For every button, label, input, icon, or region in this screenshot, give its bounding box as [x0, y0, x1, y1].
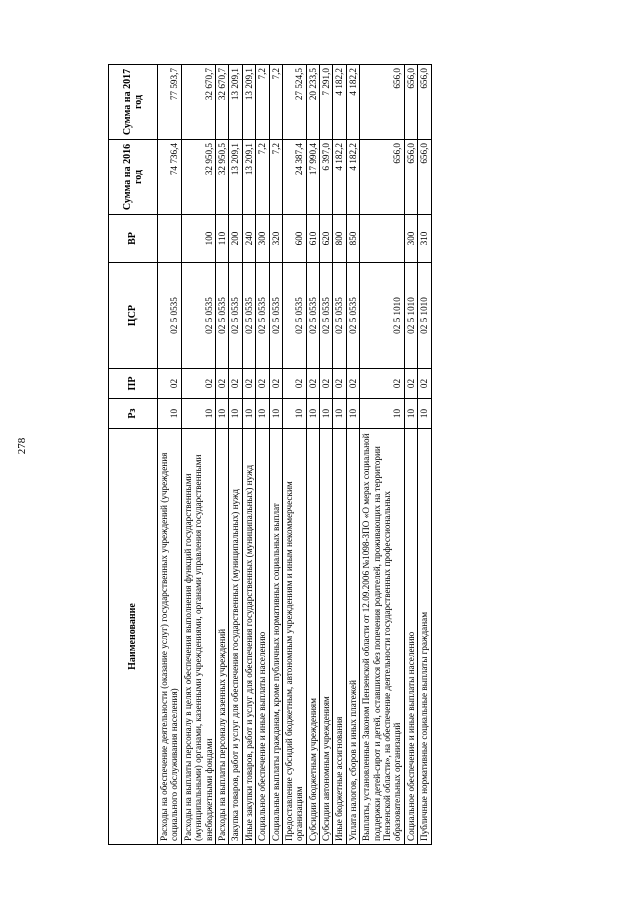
- cell-sum2017: 27 524,5: [282, 65, 306, 140]
- header-sum-2016: Сумма на 2016 год: [109, 140, 158, 215]
- cell-sum2016: 17 990,4: [306, 140, 319, 215]
- cell-csr: 02 5 0535: [242, 263, 255, 369]
- cell-pr: 02: [306, 369, 319, 399]
- cell-rz: 10: [360, 399, 405, 429]
- table-row: [418, 65, 431, 845]
- cell-sum2017: 4 182,2: [333, 65, 346, 140]
- page-number: 278: [16, 437, 28, 455]
- cell-sum2016: 4 182,2: [333, 140, 346, 215]
- cell-sum2016: 7,2: [269, 140, 282, 215]
- cell-sum2016: 656,0: [418, 140, 431, 215]
- table-row: [215, 65, 228, 845]
- cell-rz: 10: [242, 399, 255, 429]
- cell-vr: 620: [320, 215, 333, 263]
- cell-sum2017: 656,0: [404, 65, 417, 140]
- cell-rz: 10: [215, 399, 228, 429]
- cell-pr: 02: [229, 369, 242, 399]
- cell-pr: 02: [418, 369, 431, 399]
- cell-vr: 300: [256, 215, 269, 263]
- cell-rz: 10: [306, 399, 319, 429]
- cell-pr: 02: [333, 369, 346, 399]
- header-vr: ВР: [109, 215, 158, 263]
- cell-rz: 10: [158, 399, 182, 429]
- cell-pr: 02: [346, 369, 359, 399]
- cell-csr: 02 5 0535: [229, 263, 242, 369]
- cell-sum2017: 32 670,7: [181, 65, 215, 140]
- cell-name: Расходы на обеспечение деятельности (оказание услуг) государственных учреждений (учреждения социального обслуживания населения): [158, 429, 182, 845]
- cell-vr: 310: [418, 215, 431, 263]
- cell-pr: 02: [404, 369, 417, 399]
- cell-name: Выплаты, установленные Законом Пензенской области от 12.09.2006 №1098-ЗПО «О мерах социальной поддержки детей-сирот и детей, оставшихся без попечения родителей, проживающих на территории Пензенской области», на обеспечение деятельности государственных профессиональных образовательных организаций: [360, 429, 405, 845]
- cell-csr: 02 5 0535: [269, 263, 282, 369]
- cell-sum2017: 7 291,0: [320, 65, 333, 140]
- cell-name: Субсидии автономным учреждениям: [320, 429, 333, 845]
- cell-name: Социальные выплаты гражданам, кроме публичных нормативных социальных выплат: [269, 429, 282, 845]
- cell-name: Предоставление субсидий бюджетным, автономным учреждениям и иным некоммерческим организациям: [282, 429, 306, 845]
- cell-pr: 02: [215, 369, 228, 399]
- cell-pr: 02: [158, 369, 182, 399]
- table-row: [229, 65, 242, 845]
- cell-sum2017: 13 209,1: [242, 65, 255, 140]
- cell-name: Социальное обеспечение и иные выплаты населению: [404, 429, 417, 845]
- cell-pr: 02: [181, 369, 215, 399]
- cell-sum2017: 4 182,2: [346, 65, 359, 140]
- cell-rz: 10: [333, 399, 346, 429]
- cell-sum2017: 656,0: [418, 65, 431, 140]
- cell-vr: 300: [404, 215, 417, 263]
- cell-sum2016: 4 182,2: [346, 140, 359, 215]
- cell-vr: 320: [269, 215, 282, 263]
- table-row: [256, 65, 269, 845]
- cell-rz: 10: [282, 399, 306, 429]
- header-csr: ЦСР: [109, 263, 158, 369]
- table-row: [333, 65, 346, 845]
- cell-sum2017: 7,2: [269, 65, 282, 140]
- rotated-table-container: [108, 65, 560, 845]
- cell-sum2016: 32 950,5: [181, 140, 215, 215]
- cell-vr: 600: [282, 215, 306, 263]
- cell-name: Закупка товаров, работ и услуг для обеспечения государственных (муниципальных) нужд: [229, 429, 242, 845]
- header-pr: ПР: [109, 369, 158, 399]
- table-row: [404, 65, 417, 845]
- cell-name: Иные закупки товаров, работ и услуг для обеспечения государственных (муниципальных) нужд: [242, 429, 255, 845]
- cell-csr: 02 5 0535: [256, 263, 269, 369]
- cell-sum2016: 7,2: [256, 140, 269, 215]
- cell-pr: 02: [269, 369, 282, 399]
- cell-csr: 02 5 0535: [158, 263, 182, 369]
- cell-vr: 200: [229, 215, 242, 263]
- cell-name: Расходы на выплаты персоналу казенных учреждений: [215, 429, 228, 845]
- cell-sum2016: 6 397,0: [320, 140, 333, 215]
- cell-csr: 02 5 0535: [333, 263, 346, 369]
- budget-table: [108, 64, 432, 845]
- cell-rz: 10: [346, 399, 359, 429]
- cell-sum2017: 13 209,1: [229, 65, 242, 140]
- table-row: [242, 65, 255, 845]
- cell-sum2017: 77 593,7: [158, 65, 182, 140]
- cell-pr: 02: [256, 369, 269, 399]
- cell-name: Иные бюджетные ассигнования: [333, 429, 346, 845]
- cell-csr: 02 5 0535: [181, 263, 215, 369]
- table-row: [306, 65, 319, 845]
- cell-name: Социальное обеспечение и иные выплаты населению: [256, 429, 269, 845]
- cell-vr: 100: [181, 215, 215, 263]
- cell-rz: 10: [181, 399, 215, 429]
- cell-vr: 800: [333, 215, 346, 263]
- cell-sum2016: 74 736,4: [158, 140, 182, 215]
- cell-sum2017: 7,2: [256, 65, 269, 140]
- cell-name: Субсидии бюджетным учреждениям: [306, 429, 319, 845]
- cell-rz: 10: [404, 399, 417, 429]
- cell-vr: 610: [306, 215, 319, 263]
- table-row: [269, 65, 282, 845]
- cell-sum2017: 32 670,7: [215, 65, 228, 140]
- cell-csr: 02 5 0535: [215, 263, 228, 369]
- cell-sum2016: 656,0: [360, 140, 405, 215]
- cell-csr: 02 5 1010: [360, 263, 405, 369]
- cell-csr: 02 5 1010: [418, 263, 431, 369]
- table-row: [346, 65, 359, 845]
- table-row: [282, 65, 306, 845]
- cell-rz: 10: [320, 399, 333, 429]
- cell-sum2017: 656,0: [360, 65, 405, 140]
- cell-rz: 10: [256, 399, 269, 429]
- table-header-row: [109, 65, 158, 845]
- cell-pr: 02: [360, 369, 405, 399]
- cell-sum2016: 13 209,1: [229, 140, 242, 215]
- cell-vr: 240: [242, 215, 255, 263]
- cell-name: Расходы на выплаты персоналу в целях обеспечения выполнения функций государственными (муниципальными) органами, казенными учреждениями, органами управления государственными внебюджетными фондами: [181, 429, 215, 845]
- cell-vr: [360, 215, 405, 263]
- header-rz: Рз: [109, 399, 158, 429]
- header-sum-2017: Сумма на 2017 год: [109, 65, 158, 140]
- table-row: [360, 65, 405, 845]
- cell-vr: 850: [346, 215, 359, 263]
- cell-sum2016: 32 950,5: [215, 140, 228, 215]
- cell-vr: 110: [215, 215, 228, 263]
- cell-sum2017: 20 233,5: [306, 65, 319, 140]
- header-name: Наименование: [109, 429, 158, 845]
- cell-sum2016: 656,0: [404, 140, 417, 215]
- cell-sum2016: 24 387,4: [282, 140, 306, 215]
- cell-pr: 02: [282, 369, 306, 399]
- cell-csr: 02 5 1010: [404, 263, 417, 369]
- table-row: [181, 65, 215, 845]
- cell-sum2016: 13 209,1: [242, 140, 255, 215]
- cell-csr: 02 5 0535: [282, 263, 306, 369]
- cell-rz: 10: [229, 399, 242, 429]
- cell-rz: 10: [418, 399, 431, 429]
- cell-pr: 02: [320, 369, 333, 399]
- cell-csr: 02 5 0535: [346, 263, 359, 369]
- cell-name: Публичные нормативные социальные выплаты гражданам: [418, 429, 431, 845]
- cell-vr: [158, 215, 182, 263]
- cell-rz: 10: [269, 399, 282, 429]
- table-row: [158, 65, 182, 845]
- cell-name: Уплата налогов, сборов и иных платежей: [346, 429, 359, 845]
- table-row: [320, 65, 333, 845]
- cell-pr: 02: [242, 369, 255, 399]
- cell-csr: 02 5 0535: [306, 263, 319, 369]
- cell-csr: 02 5 0535: [320, 263, 333, 369]
